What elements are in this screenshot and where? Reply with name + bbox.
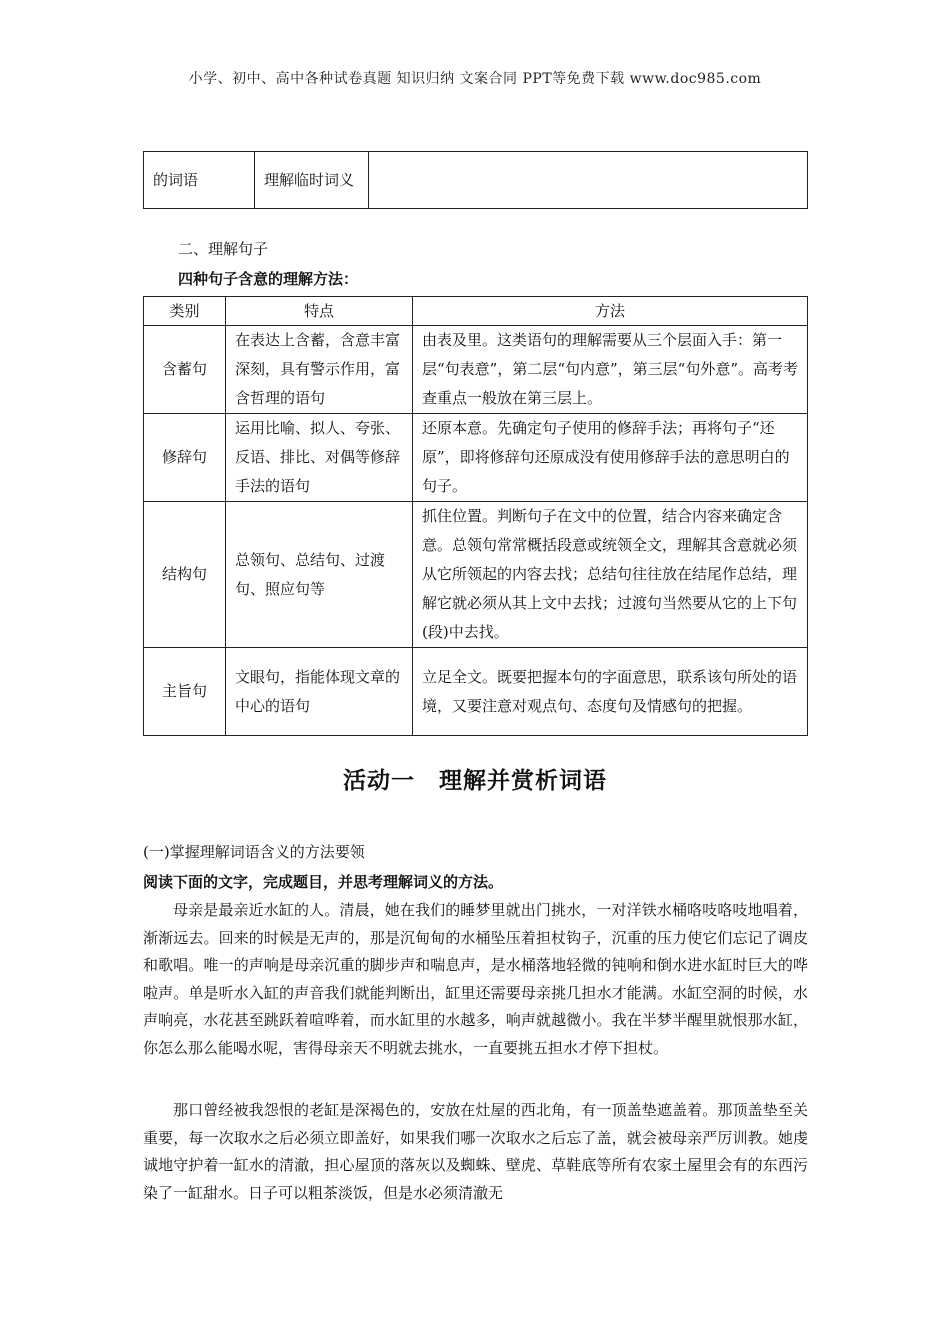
category-cell: 结构句 bbox=[144, 502, 226, 648]
method-table bbox=[143, 296, 808, 736]
column-header: 方法 bbox=[413, 297, 808, 326]
method-cell: 抓住位置。判断句子在文中的位置，结合内容来确定含意。总领句常常概括段意或统领全文，理解其含意就必须从它所领起的内容去找；总结句往往放在结尾作总结，理解它就必须从其上文中去找；过渡句当然要从它的上下句(段)中去找。 bbox=[413, 502, 808, 648]
section-subtitle: 四种句子含意的理解方法： bbox=[178, 270, 359, 288]
column-header: 类别 bbox=[144, 297, 226, 326]
table-row bbox=[144, 414, 808, 502]
feature-cell: 在表达上含蓄，含意丰富深刻，具有警示作用，富含哲理的语句 bbox=[226, 326, 413, 414]
column-header: 特点 bbox=[226, 297, 413, 326]
activity-subtitle: (一)掌握理解词语含义的方法要领 bbox=[143, 843, 365, 861]
passage-paragraph: 那口曾经被我怨恨的老缸是深褐色的，安放在灶屋的西北角，有一顶盖垫遮盖着。那顶盖垫至关重要，每一次取水之后必须立即盖好，如果我们哪一次取水之后忘了盖，就会被母亲严厉训教。她虔诚地守护着一缸水的清澈，担心屋顶的落灰以及蜘蛛、壁虎、草鞋底等所有农家土屋里会有的东西污染了一缸甜水。日子可以粗茶淡饭，但是水必须清澈无 bbox=[143, 1101, 808, 1202]
method-cell: 由表及里。这类语句的理解需要从三个层面入手：第一层“句表意”，第二层“句内意”，第三层“句外意”。高考考查重点一般放在第三层上。 bbox=[413, 326, 808, 414]
table-cell: 的词语 bbox=[144, 152, 255, 209]
page-header: 小学、初中、高中各种试卷真题 知识归纳 文案合同 PPT等免费下载 www.doc985.com bbox=[188, 71, 762, 87]
top-table bbox=[143, 151, 808, 209]
feature-cell: 总领句、总结句、过渡句、照应句等 bbox=[226, 502, 413, 648]
section-title: 二、理解句子 bbox=[178, 240, 269, 258]
table-row bbox=[144, 152, 808, 209]
table-row bbox=[144, 326, 808, 414]
method-cell: 立足全文。既要把握本句的字面意思，联系该句所处的语境，又要注意对观点句、态度句及情感句的把握。 bbox=[413, 648, 808, 736]
table-row bbox=[144, 502, 808, 648]
table-cell bbox=[369, 152, 808, 209]
passage-paragraph: 母亲是最亲近水缸的人。清晨，她在我们的睡梦里就出门挑水，一对洋铁水桶咯吱咯吱地唱着，渐渐远去。回来的时候是无声的，那是沉甸甸的水桶坠压着担杖钩子，沉重的压力使它们忘记了调皮和歌唱。唯一的声响是母亲沉重的脚步声和喘息声，是水桶落地轻微的钝响和倒水进水缸时巨大的哗啦声。单是听水入缸的声音我们就能判断出，缸里还需要母亲挑几担水才能满。水缸空洞的时候，水声响亮，水花甚至跳跃着喧哗着，而水缸里的水越多，响声就越微小。我在半梦半醒里就恨那水缸，你怎么那么能喝水呢，害得母亲天不明就去挑水，一直要挑五担水才停下担杖。 bbox=[143, 901, 808, 1057]
category-cell: 含蓄句 bbox=[144, 326, 226, 414]
activity-title: 活动一 理解并赏析词语 bbox=[343, 768, 607, 794]
activity-instruction: 阅读下面的文字，完成题目，并思考理解词义的方法。 bbox=[143, 873, 504, 891]
feature-cell: 文眼句，指能体现文章的中心的语句 bbox=[226, 648, 413, 736]
feature-cell: 运用比喻、拟人、夸张、反语、排比、对偶等修辞手法的语句 bbox=[226, 414, 413, 502]
category-cell: 主旨句 bbox=[144, 648, 226, 736]
table-header-row bbox=[144, 297, 808, 326]
table-cell: 理解临时词义 bbox=[255, 152, 369, 209]
table-row bbox=[144, 648, 808, 736]
method-cell: 还原本意。先确定句子使用的修辞手法；再将句子“还原”，即将修辞句还原成没有使用修辞手法的意思明白的句子。 bbox=[413, 414, 808, 502]
category-cell: 修辞句 bbox=[144, 414, 226, 502]
